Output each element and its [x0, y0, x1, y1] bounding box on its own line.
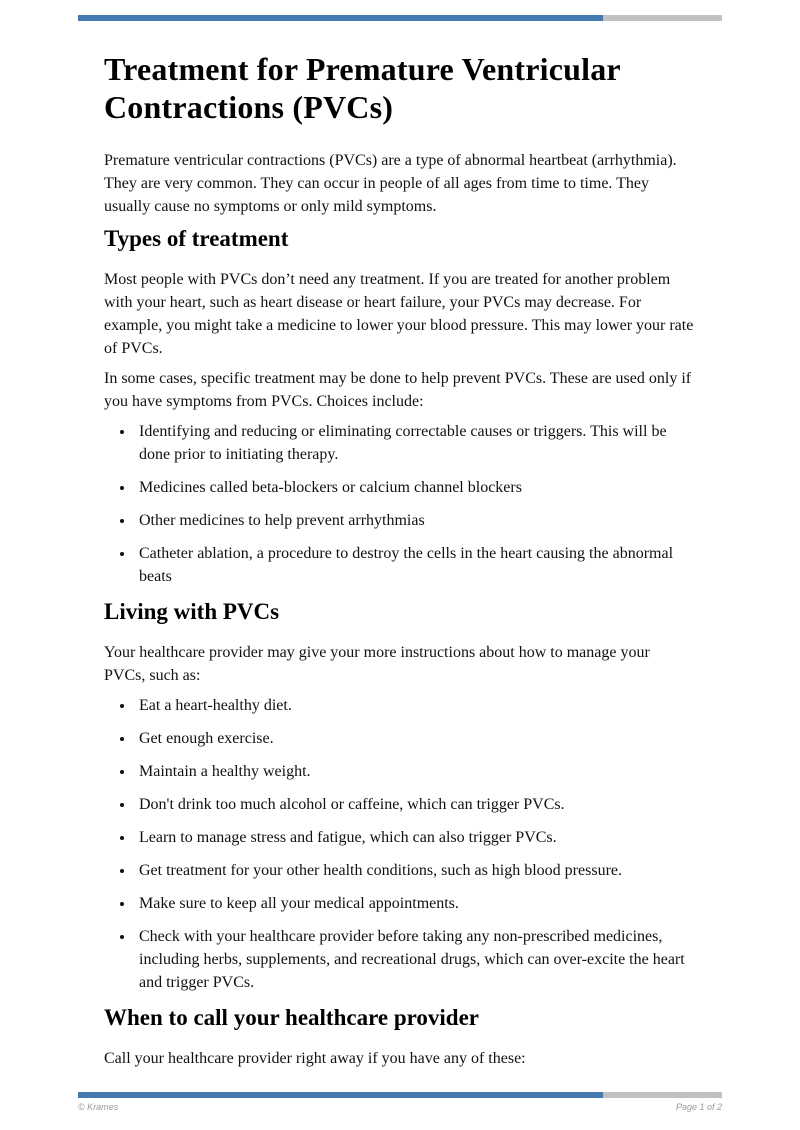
list-item: • Check with your healthcare provider before taking any non-prescribed medicines, including herbs, supplements, and recreational drugs, which can over-excite the heart and trigger PVCs. — [135, 925, 695, 994]
footer-rule-blue-segment — [78, 1092, 603, 1098]
section-when-to-call — [104, 1004, 695, 1070]
page-indicator: Page 1 of 2 — [675, 1102, 722, 1112]
list-item: • Medicines called beta-blockers or calcium channel blockers — [135, 476, 695, 499]
section-heading: Living with PVCs — [104, 599, 280, 624]
footer-rule — [78, 1092, 722, 1098]
paragraph: Your healthcare provider may give your more instructions about how to manage your PVCs, such as: — [104, 644, 650, 684]
section-heading: Types of treatment — [104, 226, 289, 251]
list-item: • Catheter ablation, a procedure to destroy the cells in the heart causing the abnormal beats — [135, 542, 695, 588]
list-item: • Get treatment for your other health conditions, such as high blood pressure. — [135, 859, 695, 882]
list-item: • Eat a heart-healthy diet. — [135, 694, 695, 717]
paragraph: Most people with PVCs don’t need any treatment. If you are treated for another problem with your heart, such as heart disease or heart failure, your PVCs may decrease. For example, you might take a medicine to lower your blood pressure. This may lower your rate of PVCs. — [104, 271, 694, 357]
paragraph: Call your healthcare provider right away if you have any of these: — [104, 1050, 526, 1067]
section-living-with-pvcs — [104, 598, 695, 994]
section-heading: When to call your healthcare provider — [104, 1005, 480, 1030]
list-item: • Get enough exercise. — [135, 727, 695, 750]
page-footer — [78, 1092, 722, 1112]
page-title: Treatment for Premature Ventricular Contractions (PVCs) — [104, 51, 621, 125]
intro-paragraph: Premature ventricular contractions (PVCs) are a type of abnormal heartbeat (arrhythmia). They are very common. They can occur in people of all ages from time to time. They usually cause no symptoms or only mild symptoms. — [104, 152, 677, 215]
list-item: • Other medicines to help prevent arrhythmias — [135, 509, 695, 532]
header-rule — [78, 15, 722, 21]
header-rule-blue-segment — [78, 15, 603, 21]
copyright-text: © Krames — [78, 1102, 119, 1112]
bullet-list — [104, 694, 695, 994]
section-types-of-treatment — [104, 225, 695, 588]
list-item: • Don't drink too much alcohol or caffeine, which can trigger PVCs. — [135, 793, 695, 816]
list-item: • Maintain a healthy weight. — [135, 760, 695, 783]
list-item: • Identifying and reducing or eliminating correctable causes or triggers. This will be done prior to initiating therapy. — [135, 420, 695, 466]
header-rule-gray-segment — [603, 15, 722, 21]
document-content — [104, 50, 695, 1077]
footer-rule-gray-segment — [603, 1092, 722, 1098]
bullet-list — [104, 420, 695, 588]
paragraph: In some cases, specific treatment may be done to help prevent PVCs. These are used only if you have symptoms from PVCs. Choices include: — [104, 370, 692, 410]
footer-meta — [78, 1102, 722, 1112]
list-item: • Learn to manage stress and fatigue, which can also trigger PVCs. — [135, 826, 695, 849]
list-item: • Make sure to keep all your medical appointments. — [135, 892, 695, 915]
